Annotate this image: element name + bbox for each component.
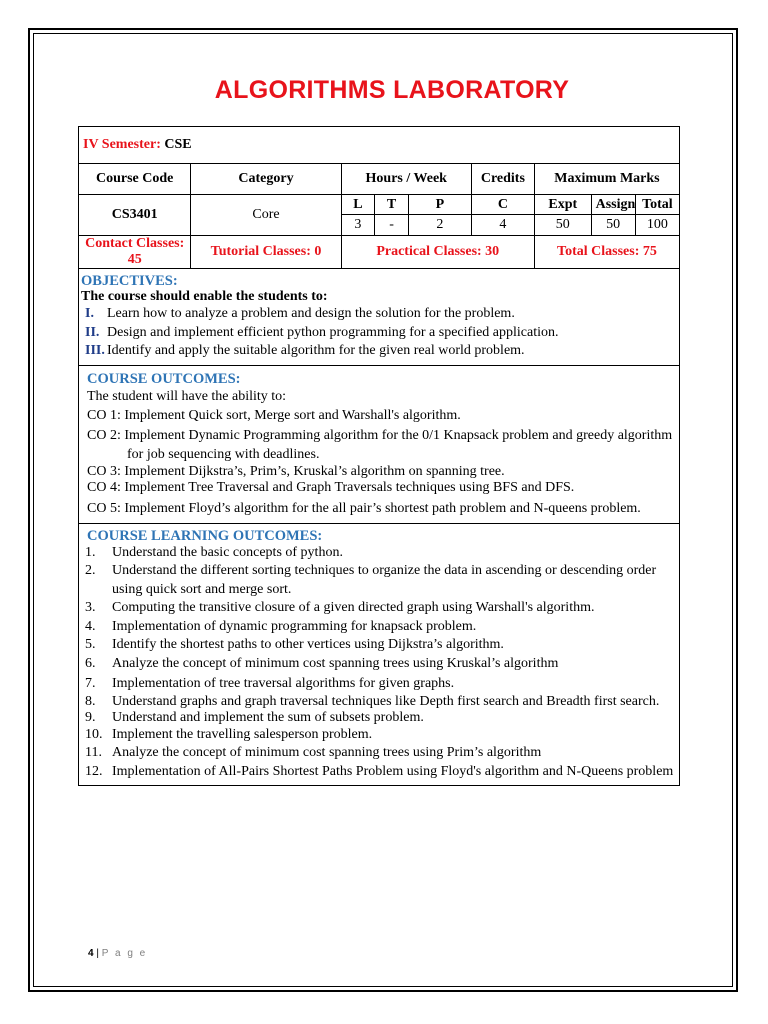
- list-item-text: Implementation of dynamic programming for knapsack problem.: [112, 618, 477, 634]
- objective-num: III.: [85, 343, 105, 358]
- list-item-number: 12.: [85, 763, 103, 779]
- list-item-number: 7.: [85, 676, 96, 691]
- list-item: [81, 744, 677, 763]
- value-p: 2: [408, 215, 471, 236]
- page-title: ALGORITHMS LABORATORY: [214, 76, 570, 104]
- tutorial-classes: Tutorial Classes: 0: [191, 236, 341, 269]
- list-item-text: Understand the different sorting techniques to organize the data in ascending or descending order using quick sort and merge sort.: [112, 563, 657, 597]
- category-value: Core: [191, 195, 341, 236]
- subheader-assign: Assign: [591, 195, 635, 215]
- page-label: P a g e: [101, 948, 148, 959]
- list-item: [81, 675, 677, 694]
- list-item-text: Computing the transitive closure of a given directed graph using Warshall's algorithm.: [112, 600, 595, 615]
- course-outcome-3: CO 3: Implement Dijkstra’s, Prim’s, Kruskal’s algorithm on spanning tree.: [87, 464, 505, 479]
- objective-text: Learn how to analyze a problem and design the solution for the problem.: [107, 306, 515, 321]
- header-course-code: Course Code: [79, 164, 191, 195]
- list-item-text: Implementation of tree traversal algorithms for given graphs.: [112, 676, 455, 691]
- contact-classes: Contact Classes: 45: [79, 236, 191, 269]
- objectives-intro: The course should enable the students to:: [81, 289, 328, 304]
- learning-outcomes-heading: COURSE LEARNING OUTCOMES:: [87, 527, 323, 544]
- list-item-number: 10.: [85, 726, 103, 742]
- header-credits: Credits: [471, 164, 534, 195]
- value-l: 3: [341, 215, 375, 236]
- list-item-text: Implement the travelling salesperson problem.: [112, 726, 373, 742]
- semester-value: CSE: [164, 137, 192, 152]
- page-footer: [88, 948, 147, 959]
- list-item-text: Analyze the concept of minimum cost spanning trees using Prim’s algorithm: [112, 745, 542, 760]
- list-item-number: 1.: [85, 544, 96, 560]
- practical-classes: Practical Classes: 30: [341, 236, 534, 269]
- list-item: [81, 694, 677, 710]
- list-item: [81, 562, 677, 599]
- list-item-number: 3.: [85, 600, 96, 615]
- header-maximum-marks: Maximum Marks: [534, 164, 679, 195]
- value-t: -: [375, 215, 409, 236]
- list-item: [81, 544, 677, 563]
- objective-item: [81, 305, 677, 324]
- semester-row: [79, 127, 680, 164]
- objective-num: I.: [85, 306, 94, 321]
- course-outcome-4: CO 4: Implement Tree Traversal and Graph Traversals techniques using BFS and DFS.: [87, 480, 575, 495]
- list-item: [81, 618, 677, 637]
- list-item-text: Understand graphs and graph traversal techniques like Depth first search and Breadth first search.: [112, 693, 660, 709]
- list-item-text: Understand the basic concepts of python.: [112, 544, 343, 560]
- list-item: [81, 655, 677, 674]
- course-outcome-1: CO 1: Implement Quick sort, Merge sort and Warshall's algorithm.: [87, 407, 461, 423]
- list-item: [81, 636, 677, 655]
- objective-item: [81, 342, 677, 361]
- course-outcome-2-continued: for job sequencing with deadlines.: [127, 446, 320, 462]
- list-item: [81, 710, 677, 726]
- course-outcomes-heading: COURSE OUTCOMES:: [87, 370, 241, 387]
- subheader-total: Total: [635, 195, 679, 215]
- list-item: [81, 763, 677, 782]
- objective-text: Design and implement efficient python programming for a specified application.: [107, 324, 559, 340]
- header-hours-week: Hours / Week: [341, 164, 471, 195]
- list-item: [81, 726, 677, 745]
- course-outcomes-section: [79, 365, 680, 523]
- value-expt: 50: [534, 215, 591, 236]
- list-item-text: Understand and implement the sum of subsets problem.: [112, 709, 424, 725]
- value-c: 4: [471, 215, 534, 236]
- list-item: [81, 599, 677, 618]
- list-item-text: Implementation of All-Pairs Shortest Paths Problem using Floyd's algorithm and N-Queens problem: [112, 763, 674, 779]
- total-classes: Total Classes: 75: [534, 236, 679, 269]
- header-category: Category: [191, 164, 341, 195]
- value-assign: 50: [591, 215, 635, 236]
- objective-text: Identify and apply the suitable algorithm for the given real world problem.: [107, 343, 525, 358]
- course-code-value: CS3401: [79, 195, 191, 236]
- course-outcome-2: CO 2: Implement Dynamic Programming algorithm for the 0/1 Knapsack problem and greedy algorithm: [87, 428, 673, 443]
- subheader-p: P: [408, 195, 471, 215]
- subheader-expt: Expt: [534, 195, 591, 215]
- list-item-text: Analyze the concept of minimum cost spanning trees using Kruskal’s algorithm: [112, 655, 559, 671]
- subheader-l: L: [341, 195, 375, 215]
- subheader-t: T: [375, 195, 409, 215]
- list-item-number: 8.: [85, 693, 96, 709]
- list-item-number: 11.: [85, 745, 102, 760]
- list-item-number: 6.: [85, 655, 96, 671]
- semester-label: IV Semester:: [83, 137, 161, 152]
- list-item-text: Identify the shortest paths to other vertices using Dijkstra’s algorithm.: [112, 637, 504, 652]
- course-outcomes-intro: The student will have the ability to:: [87, 389, 287, 404]
- list-item-number: 4.: [85, 618, 96, 634]
- objective-num: II.: [85, 324, 100, 340]
- list-item-number: 5.: [85, 637, 96, 652]
- subheader-c: C: [471, 195, 534, 215]
- page-separator: |: [93, 948, 102, 959]
- course-table: [78, 126, 680, 786]
- objectives-section: [79, 269, 680, 366]
- list-item-number: 2.: [85, 563, 96, 578]
- value-total: 100: [635, 215, 679, 236]
- page-number: 4: [88, 948, 94, 959]
- course-outcome-5: CO 5: Implement Floyd’s algorithm for the all pair’s shortest path problem and N-queens problem.: [87, 501, 641, 516]
- learning-outcomes-section: [79, 523, 680, 786]
- list-item-number: 9.: [85, 709, 96, 725]
- objectives-heading: OBJECTIVES:: [81, 273, 178, 289]
- objective-item: [81, 324, 677, 343]
